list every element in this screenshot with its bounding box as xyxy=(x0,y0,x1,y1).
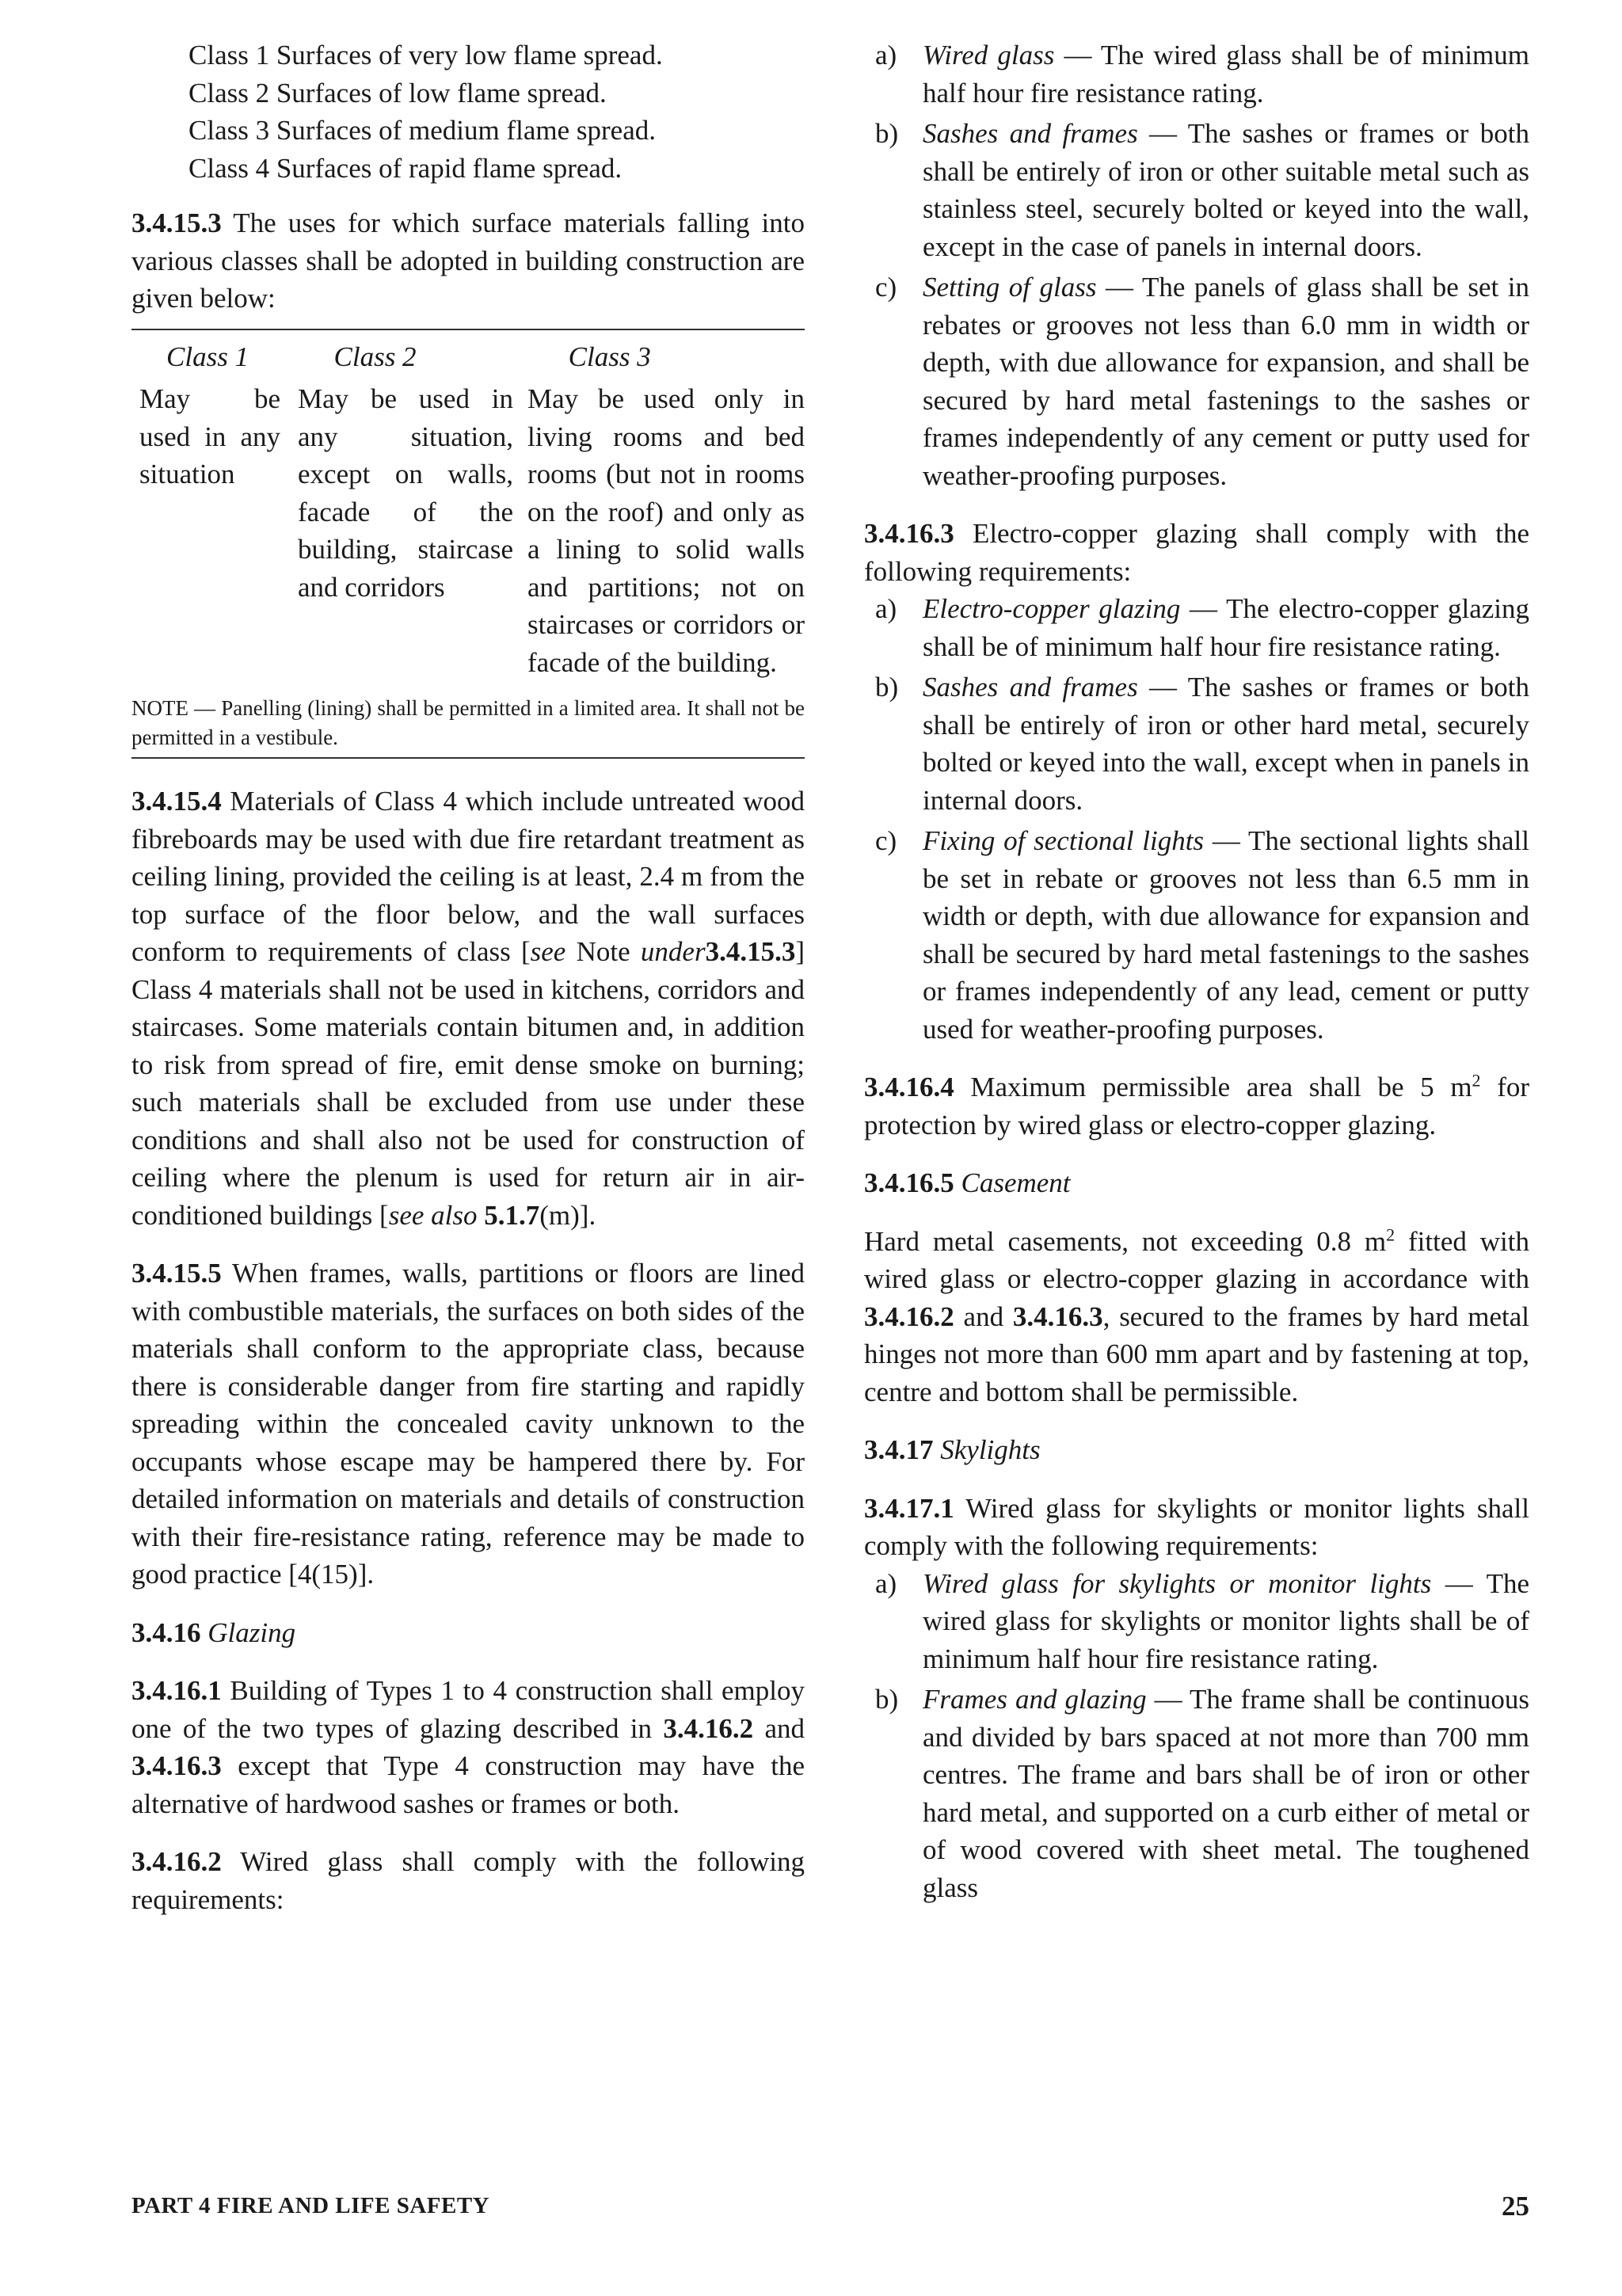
list-item-title: Wired glass xyxy=(923,40,1055,70)
page-number: 25 xyxy=(1502,2191,1529,2222)
table-row xyxy=(131,380,805,681)
section-number: 3.4.16.5 xyxy=(864,1167,954,1198)
list-item-label: a) xyxy=(875,1567,897,1599)
clause-3-4-15-4 xyxy=(131,782,805,1234)
list-item-title: Sashes and frames xyxy=(923,672,1138,703)
clause-text: Electro-copper glazing shall comply with the following requirements: xyxy=(864,518,1529,587)
list-item-label: b) xyxy=(875,118,899,149)
clause-number: 3.4.16.1 xyxy=(131,1675,222,1706)
clause-text-part: , secured to the frames by hard metal hinges not more than 600 mm apart and by fastening at top, centre and bottom shall be permissible. xyxy=(864,1300,1529,1407)
list-item-title: Fixing of sectional lights xyxy=(923,825,1205,856)
table-cell-class-2: May be used in any situation, except on walls, facade of the building, staircase and corridors xyxy=(298,383,513,603)
cross-reference: 3.4.16.2 xyxy=(864,1300,954,1332)
list-item xyxy=(864,590,1529,665)
table-header-class-3: Class 3 xyxy=(568,341,651,372)
clause-text: The uses for which surface materials falling into various classes shall be adopted in building construction are given below: xyxy=(131,208,805,314)
clause-number: 3.4.16.4 xyxy=(864,1072,954,1102)
clause-text-part: Materials of Class 4 which include untreated wood fibreboards may be used with due fire retardant treatment as ceiling lining, provided the ceiling is at least, 2.4 m from the top surface of the floor below, and the wall surfaces conform to requirements of class [ xyxy=(131,786,805,967)
clause-3-4-16-1 xyxy=(131,1672,805,1822)
list-item-body: — The wired glass for skylights or monitor lights shall be of minimum half hour fire resistance rating. xyxy=(923,1567,1529,1674)
cross-reference: 3.4.16.3 xyxy=(131,1750,222,1781)
section-title: Glazing xyxy=(208,1616,296,1648)
table-cell-class-1: May be used in any situation xyxy=(139,383,280,489)
clause-3-4-17-1 xyxy=(864,1490,1529,1565)
class-3-definition: Class 3 Surfaces of medium flame spread. xyxy=(188,115,656,146)
list-item-body: — The frame shall be continuous and divided by bars spaced at not more than 700 mm centres. The frame and bars shall be of iron or other hard metal, and supported on a curb either of metal or of wood covered with sheet metal. The toughened glass xyxy=(923,1684,1529,1903)
class-usage-table xyxy=(131,329,805,760)
clause-number: 3.4.15.5 xyxy=(131,1258,222,1289)
clause-text-part: for protection by wired glass or electro-copper glazing. xyxy=(864,1072,1529,1140)
superscript: 2 xyxy=(1472,1070,1481,1091)
table-cell-class-3: May be used only in living rooms and bed rooms (but not in rooms on the roof) and only as a lining to solid walls and partitions; not on staircases or corridors or facade of the building. xyxy=(527,383,805,678)
casement-paragraph xyxy=(864,1223,1529,1411)
left-column xyxy=(131,36,805,1918)
clause-number: 3.4.17.1 xyxy=(864,1492,954,1524)
clause-text-part: Hard metal casements, not exceeding 0.8 m xyxy=(864,1225,1387,1257)
clause-text-part: Maximum permissible area shall be 5 m xyxy=(954,1072,1472,1102)
clause-3-4-16-4 xyxy=(864,1068,1529,1144)
list-item-title: Frames and glazing xyxy=(923,1684,1147,1715)
list-item-text xyxy=(923,668,1529,819)
list-item-text xyxy=(923,590,1529,665)
clause-text-part: ] Class 4 materials shall not be used in kitchens, corridors and staircases. Some materials contain bitumen and, in addition to risk from spread of fire, emit dense smoke on burning; such materials shall be excluded from use under these conditions and shall also not be used for construction of ceiling where the plenum is used for return air in air-conditioned buildings [ xyxy=(131,936,805,1231)
right-column xyxy=(864,36,1529,1906)
list-item-text xyxy=(923,1565,1529,1678)
class-2-definition: Class 2 Surfaces of low flame spread. xyxy=(188,77,607,109)
heading-3-4-17 xyxy=(864,1431,1529,1469)
section-title: Casement xyxy=(961,1167,1071,1198)
heading-3-4-16-5 xyxy=(864,1164,1529,1202)
list-item xyxy=(864,115,1529,265)
surface-class-list xyxy=(131,36,805,187)
clause-text-part: except that Type 4 construction may have the alternative of hardwood sashes or frames or both. xyxy=(131,1750,805,1819)
cross-reference: 3.4.15.3 xyxy=(705,936,796,967)
clause-3-4-15-3 xyxy=(131,204,805,318)
list-item-title: Wired glass for skylights or monitor lights xyxy=(923,1567,1432,1599)
clause-3-4-16-3 xyxy=(864,515,1529,590)
clause-text-part: (m)]. xyxy=(539,1199,596,1231)
list-item-text xyxy=(923,1681,1529,1906)
list-item xyxy=(864,1681,1529,1906)
clause-text-part: fitted with wired glass or electro-copper glazing in accordance with xyxy=(864,1225,1529,1294)
list-item xyxy=(864,36,1529,112)
clause-3-4-15-5 xyxy=(131,1255,805,1593)
footer-part-title: PART 4 FIRE AND LIFE SAFETY xyxy=(131,2193,490,2218)
list-item-label: b) xyxy=(875,1684,899,1715)
clause-text: Wired glass for skylights or monitor lights shall comply with the following requirements: xyxy=(864,1492,1529,1561)
clause-text: Wired glass shall comply with the following requirements: xyxy=(131,1846,805,1915)
clause-number: 3.4.15.3 xyxy=(131,208,222,238)
list-item-text xyxy=(923,36,1529,112)
list-item-label: a) xyxy=(875,40,897,70)
list-item xyxy=(864,1565,1529,1678)
clause-number: 3.4.16.3 xyxy=(864,518,954,549)
list-item-body: — The electro-copper glazing shall be of minimum half hour fire resistance rating. xyxy=(923,593,1529,662)
see-also-reference: see also xyxy=(388,1199,478,1231)
cross-reference: 3.4.16.2 xyxy=(663,1712,754,1744)
cross-reference: 3.4.16.3 xyxy=(1012,1300,1103,1332)
list-item-body: — The sashes or frames or both shall be entirely of iron or other hard metal, securely bolted or keyed into the wall, except when in panels in internal doors. xyxy=(923,672,1529,816)
class-1-definition: Class 1 Surfaces of very low flame spread. xyxy=(188,40,663,70)
clause-text-part: and xyxy=(753,1712,805,1744)
section-title: Skylights xyxy=(940,1434,1041,1465)
clause-3-4-16-2 xyxy=(131,1843,805,1918)
table-header-class-1: Class 1 xyxy=(166,341,249,372)
table-note: NOTE — Panelling (lining) shall be permitted in a limited area. It shall not be permitted in a vestibule. xyxy=(131,694,805,759)
list-item-text xyxy=(923,115,1529,265)
list-item-label: c) xyxy=(875,825,897,856)
cross-reference: 5.1.7 xyxy=(484,1199,540,1231)
clause-text-part: and xyxy=(954,1300,1013,1332)
list-item xyxy=(864,668,1529,819)
list-item-title: Sashes and frames xyxy=(923,118,1138,149)
table-header-row xyxy=(131,338,805,376)
skylight-requirements-list xyxy=(864,1565,1529,1907)
clause-number: 3.4.15.4 xyxy=(131,786,222,817)
list-item-text xyxy=(923,268,1529,494)
clause-text-part: Building of Types 1 to 4 construction shall employ one of the two types of glazing described in xyxy=(131,1675,805,1744)
list-item-label: b) xyxy=(875,672,899,703)
heading-3-4-16 xyxy=(131,1614,805,1652)
under-reference: under xyxy=(640,936,706,967)
wired-glass-requirements-list xyxy=(864,36,1529,494)
list-item-text xyxy=(923,822,1529,1048)
list-item-label: a) xyxy=(875,593,897,624)
class-4-definition: Class 4 Surfaces of rapid flame spread. xyxy=(188,152,623,184)
clause-text: When frames, walls, partitions or floors are lined with combustible materials, the surfaces on both sides of the materials shall conform to the appropriate class, because there is considerable danger from fire starting and rapidly spreading within the concealed cavity unknown to the occupants whose escape may be hampered there by. For detailed information on materials and details of construction with their fire-resistance rating, reference may be made to good practice [4(15)]. xyxy=(131,1258,805,1590)
electro-copper-requirements-list xyxy=(864,590,1529,1048)
list-item xyxy=(864,822,1529,1048)
see-reference: see xyxy=(530,936,566,967)
list-item-title: Setting of glass xyxy=(923,272,1097,303)
list-item-body: — The sectional lights shall be set in rebate or grooves not less than 6.5 mm in width or depth, with due allowance for expansion and shall be secured by hard metal fastenings to the sashes or frames independently of any lead, cement or putty used for weather-proofing purposes. xyxy=(923,825,1529,1045)
clause-number: 3.4.16.2 xyxy=(131,1846,222,1877)
list-item-body: — The sashes or frames or both shall be entirely of iron or other suitable metal such as stainless steel, securely bolted or keyed into the wall, except in the case of panels in internal doors. xyxy=(923,118,1529,262)
table-header-class-2: Class 2 xyxy=(333,341,417,372)
page-footer xyxy=(131,2187,1529,2226)
section-number: 3.4.16 xyxy=(131,1616,201,1648)
list-item-label: c) xyxy=(875,272,897,303)
section-number: 3.4.17 xyxy=(864,1434,934,1465)
clause-text-part: Note xyxy=(565,936,641,967)
list-item xyxy=(864,268,1529,494)
list-item-body: — The wired glass shall be of minimum half hour fire resistance rating. xyxy=(923,40,1529,109)
list-item-body: — The panels of glass shall be set in rebates or grooves not less than 6.0 mm in width or depth, with due allowance for expansion, and shall be secured by hard metal fastenings to the sashes or frames independently of any cement or putty used for weather-proofing purposes. xyxy=(923,272,1530,491)
superscript: 2 xyxy=(1386,1224,1395,1244)
list-item-title: Electro-copper glazing xyxy=(923,593,1181,624)
